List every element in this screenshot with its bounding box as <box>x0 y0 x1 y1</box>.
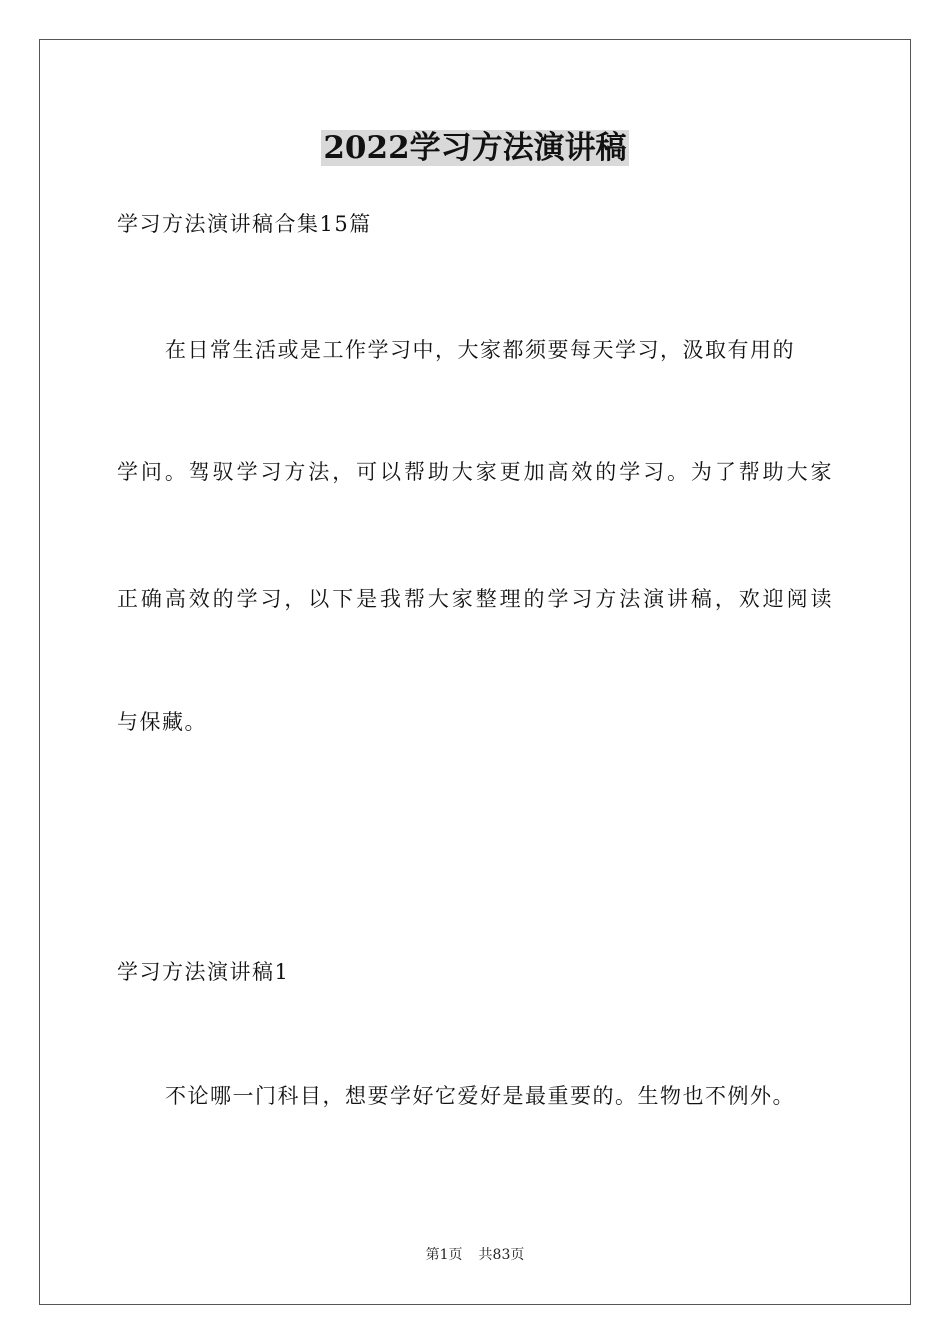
document-title <box>0 124 950 172</box>
intro-line-1: 在日常生活或是工作学习中，大家都须要每天学习，汲取有用的 <box>165 338 795 362</box>
intro-line-4: 与保藏。 <box>117 710 207 734</box>
page-number: 第1页 <box>425 1247 463 1263</box>
intro-line-3: 正确高效的学习，以下是我帮大家整理的学习方法演讲稿，欢迎阅读 <box>117 587 833 611</box>
section-heading: 学习方法演讲稿1 <box>117 960 290 984</box>
intro-line-2: 学问。驾驭学习方法，可以帮助大家更加高效的学习。为了帮助大家 <box>117 460 833 484</box>
document-title-text: 2022学习方法演讲稿 <box>323 130 627 166</box>
page-footer <box>0 1245 950 1265</box>
page-total: 共83页 <box>478 1247 525 1263</box>
section-line-1: 不论哪一门科目，想要学好它爱好是最重要的。生物也不例外。 <box>165 1084 795 1108</box>
collection-subtitle: 学习方法演讲稿合集15篇 <box>117 212 372 236</box>
